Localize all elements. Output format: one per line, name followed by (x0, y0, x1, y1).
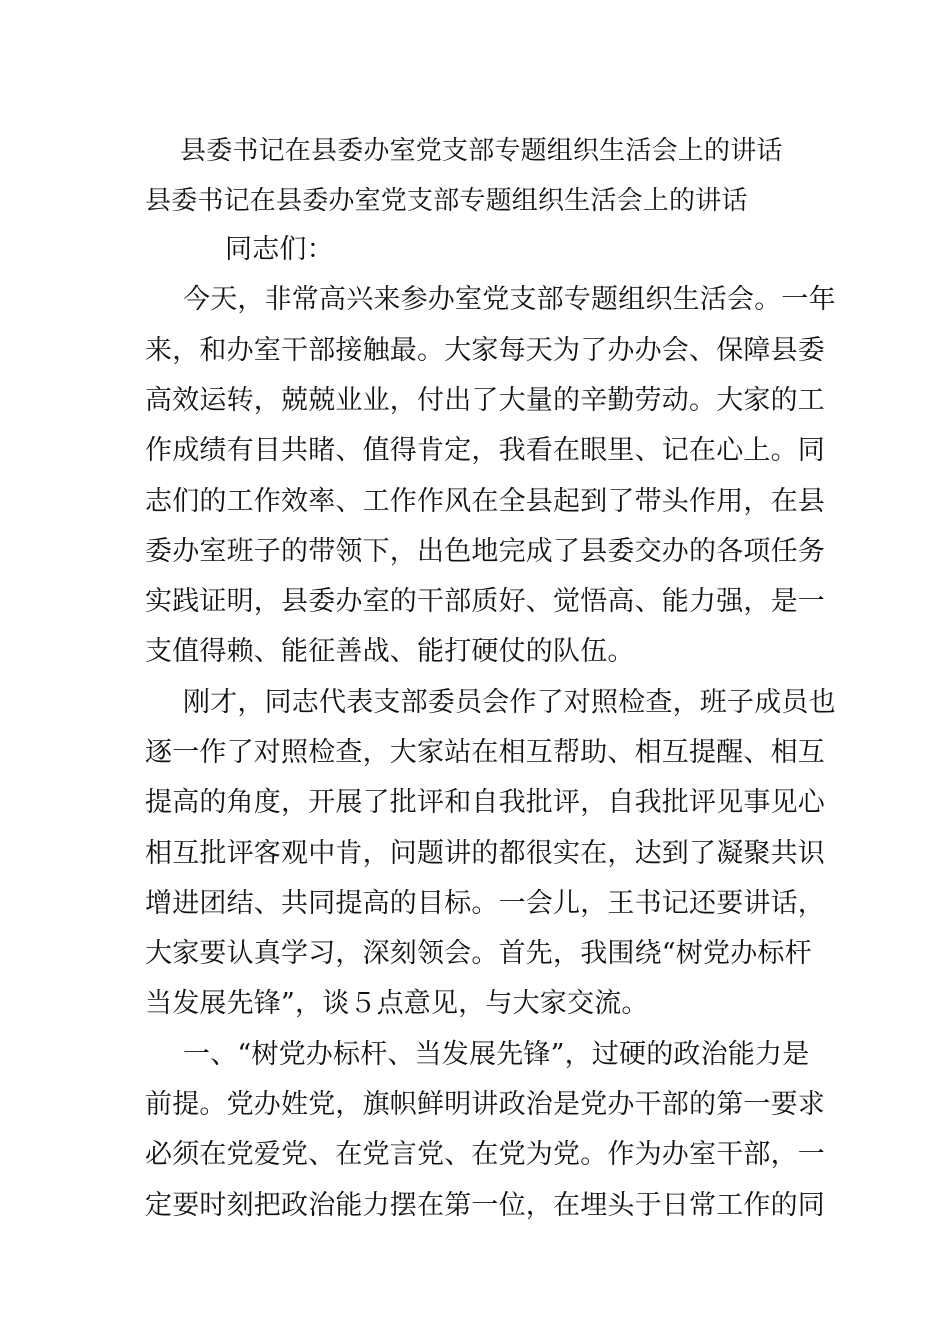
body-line: 刚才，同志代表支部委员会作了对照检查，班子成员也 (183, 687, 836, 718)
body-line: 定要时刻把政治能力摆在第一位，在埋头于日常工作的同 (145, 1190, 825, 1221)
body-line: 相互批评客观中肯，问题讲的都很实在，达到了凝聚共识 (145, 838, 825, 869)
body-line: 增进团结、共同提高的目标。一会儿，王书记还要讲话， (145, 888, 825, 919)
body-line: 逐一作了对照检查，大家站在相互帮助、相互提醒、相互 (145, 737, 825, 768)
body-line: 一、“树党办标杆、当发展先锋”，过硬的政治能力是 (183, 1039, 810, 1070)
body-line: 当发展先锋”，谈５点意见，与大家交流。 (145, 988, 649, 1019)
body-line: 作成绩有目共睹、值得肯定，我看在眼里、记在心上。同 (145, 435, 825, 466)
body-line: 志们的工作效率、工作作风在全县起到了带头作用，在县 (145, 486, 825, 517)
body-line: 前提。党办姓党，旗帜鲜明讲政治是党办干部的第一要求 (145, 1089, 825, 1120)
document-title-line-1: 县委书记在县委办室党支部专题组织生活会上的讲话 (180, 136, 783, 166)
body-line: 大家要认真学习，深刻领会。首先，我围绕“树党办标杆 (145, 938, 812, 969)
body-line: 提高的角度，开展了批评和自我批评，自我批评见事见心 (145, 787, 825, 818)
greeting: 同志们： (225, 234, 334, 265)
body-line: 来，和办室干部接触最。大家每天为了办办会、保障县委 (145, 335, 825, 366)
body-line: 今天，非常高兴来参办室党支部专题组织生活会。一年 (183, 284, 836, 315)
document-title-line-2: 县委书记在县委办室党支部专题组织生活会上的讲话 (145, 186, 748, 216)
body-line: 高效运转，兢兢业业，付出了大量的辛勤劳动。大家的工 (145, 385, 825, 416)
body-line: 支值得赖、能征善战、能打硬仗的队伍。 (145, 636, 635, 667)
body-line: 实践证明，县委办室的干部质好、觉悟高、能力强，是一 (145, 586, 825, 617)
body-line: 必须在党爱党、在党言党、在党为党。作为办室干部，一 (145, 1139, 825, 1170)
body-line: 委办室班子的带领下，出色地完成了县委交办的各项任务 (145, 536, 825, 567)
